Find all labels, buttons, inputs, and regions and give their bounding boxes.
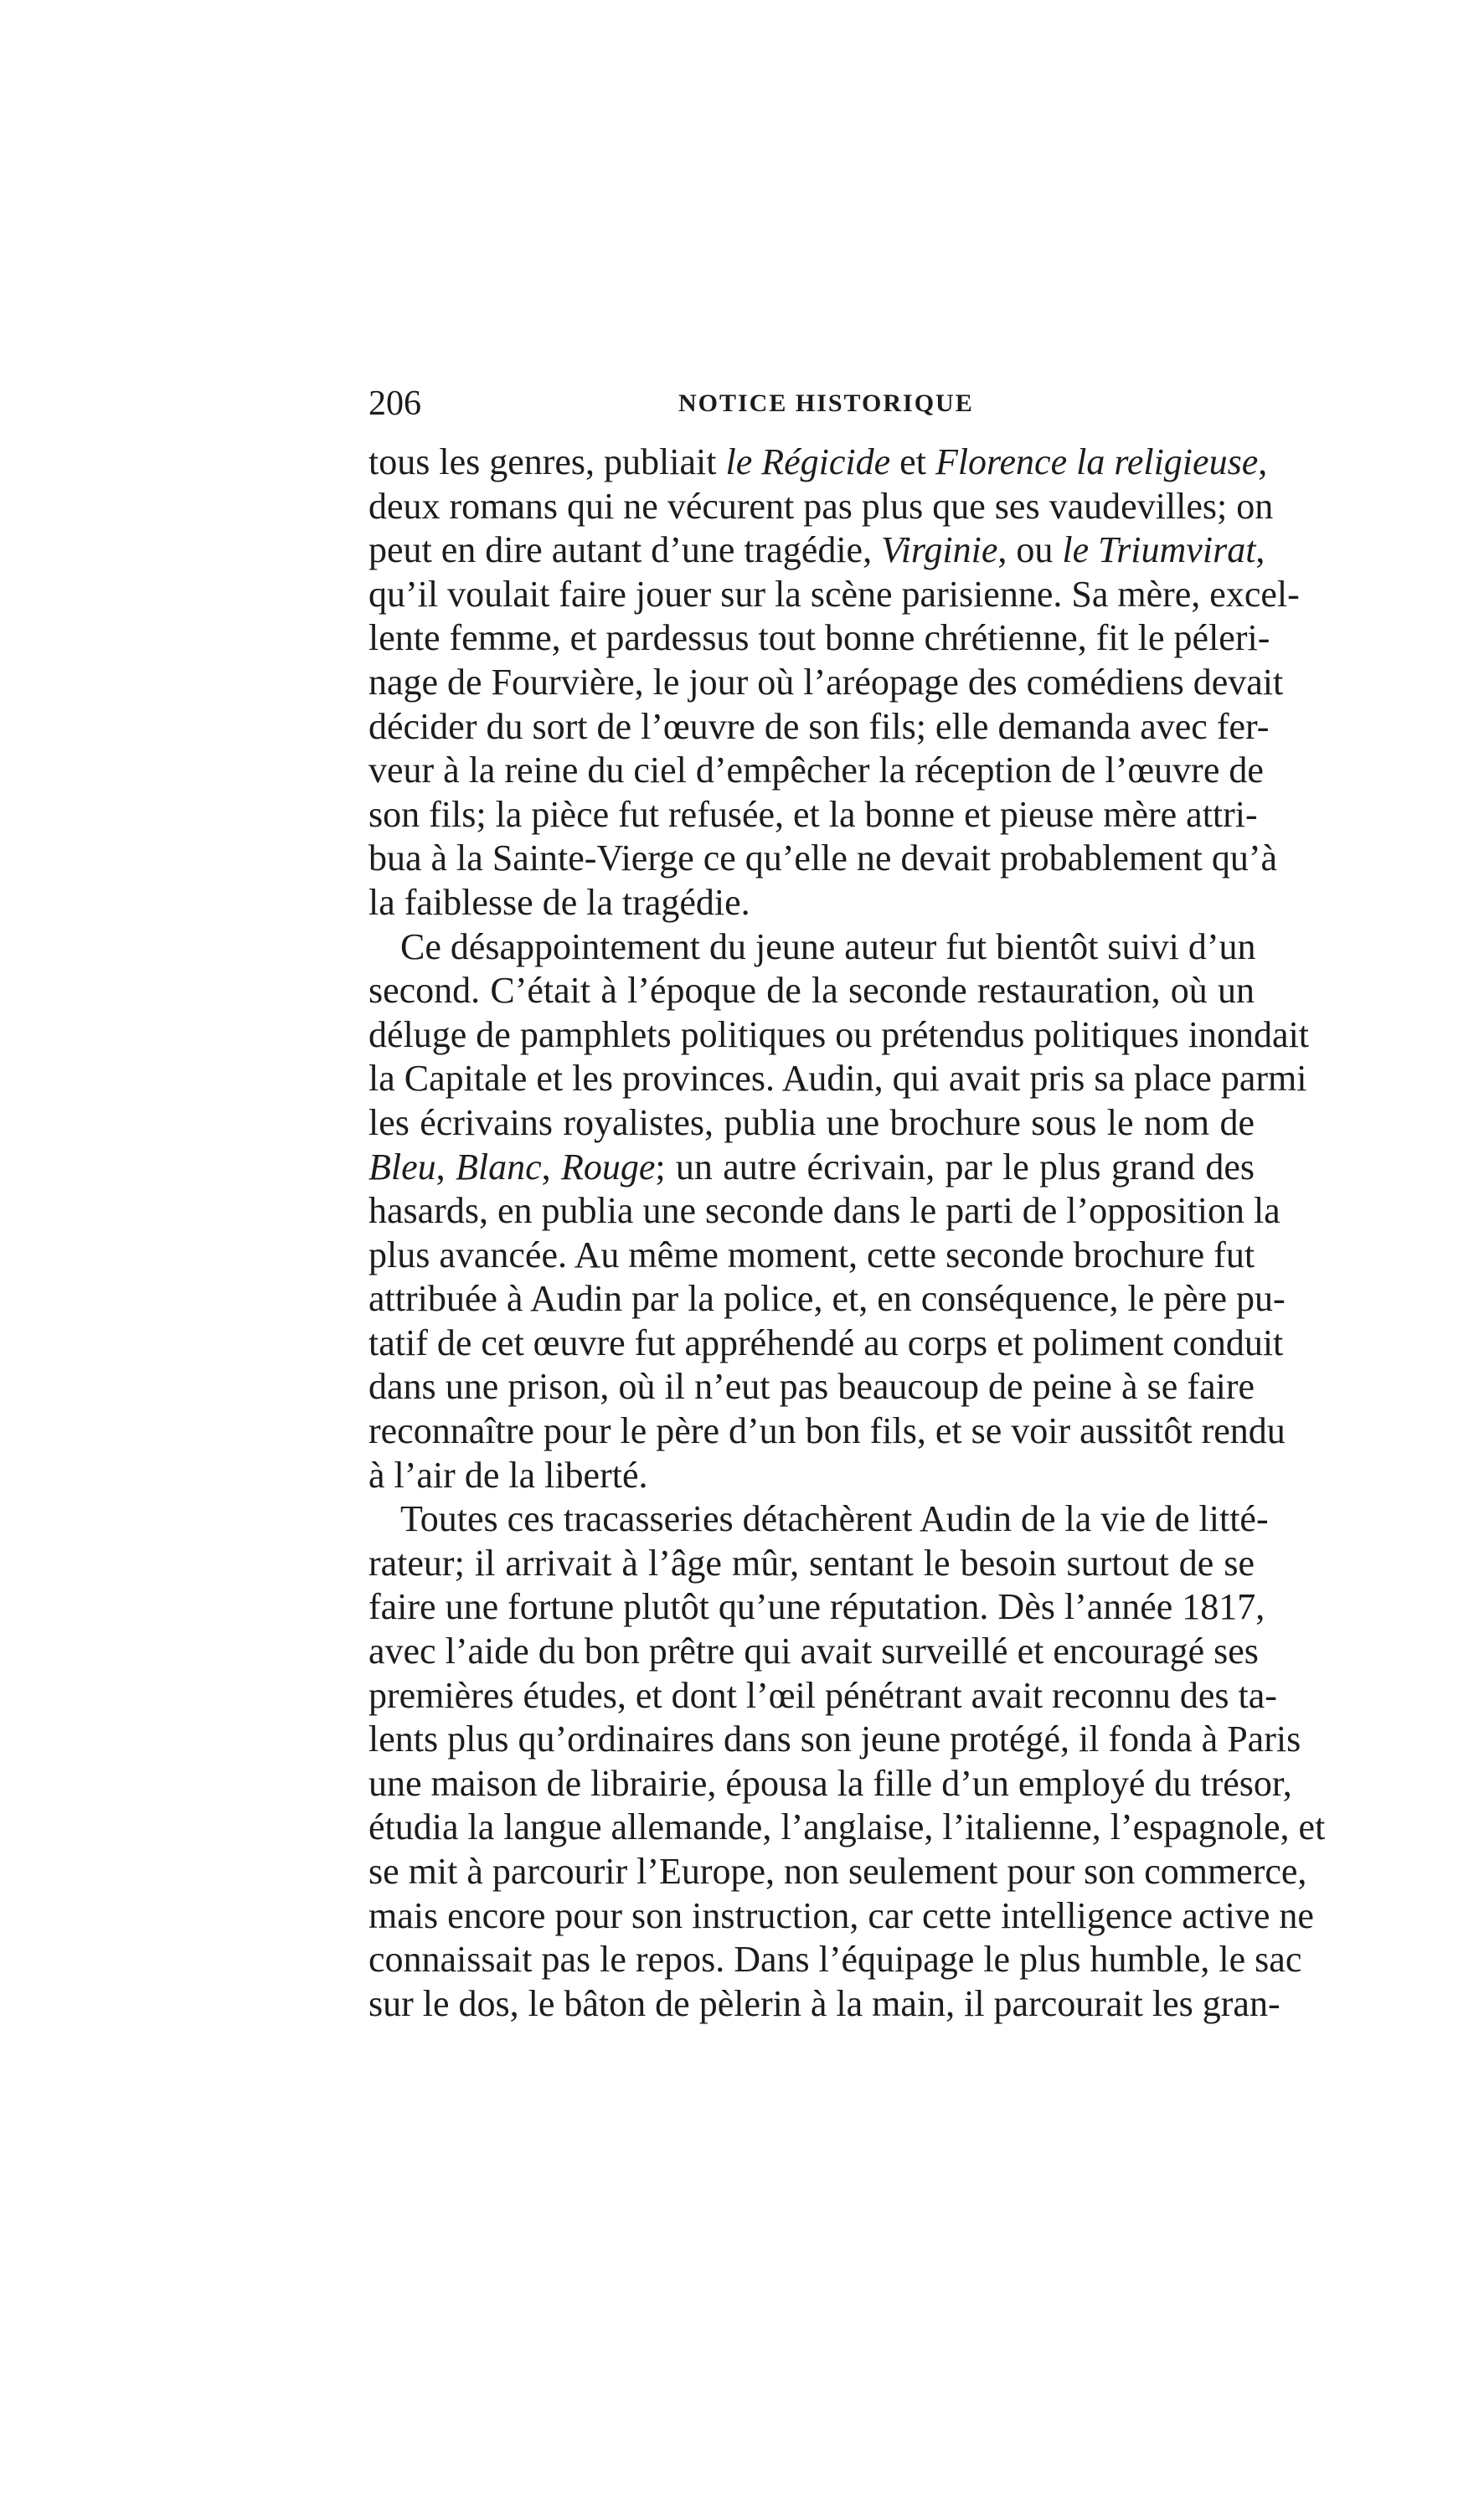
text-segment: lente femme, et pardessus tout bonne chrétienne, fit le péleri- <box>368 617 1270 659</box>
text-segment: , <box>435 1146 456 1188</box>
text-line <box>368 1365 1255 1409</box>
text-line <box>368 1850 1307 1894</box>
text-line <box>368 1234 1255 1278</box>
text-segment: , <box>1255 529 1265 571</box>
text-segment: faire une fortune plutôt qu’une réputation. Dès l’année 1817, <box>368 1586 1265 1628</box>
text-line <box>368 1938 1302 1982</box>
text-line <box>368 1189 1280 1234</box>
text-line <box>368 881 1255 925</box>
text-segment: mais encore pour son instruction, car cette intelligence active ne <box>368 1894 1314 1936</box>
text-line <box>368 1013 1310 1058</box>
text-segment: à l’air de la liberté. <box>368 1454 648 1496</box>
text-segment: Toutes ces tracasseries détachèrent Audin de la vie de litté- <box>400 1498 1269 1540</box>
text-line <box>368 1497 1269 1542</box>
text-segment: la faiblesse de la tragédie. <box>368 881 750 923</box>
italic-title: Florence la religieuse <box>935 441 1259 482</box>
text-segment: , ou <box>997 529 1063 571</box>
text-line <box>368 1409 1286 1454</box>
text-segment: veur à la reine du ciel d’empêcher la réception de l’œuvre de <box>368 750 1264 791</box>
text-segment: dans une prison, où il n’eut pas beaucoup de peine à se faire <box>368 1366 1255 1408</box>
text-segment: nage de Fourvière, le jour où l’aréopage des comédiens devait <box>368 661 1284 703</box>
text-line <box>368 573 1300 617</box>
text-line <box>368 1454 1255 1498</box>
text-segment: sur le dos, le bâton de pèlerin à la main, il parcourait les gran- <box>368 1982 1280 2024</box>
text-segment: les écrivains royalistes, publia une brochure sous le nom de <box>368 1101 1255 1143</box>
text-line <box>368 1762 1292 1806</box>
text-segment: premières études, et dont l’œil pénétrant avait reconnu des ta- <box>368 1674 1277 1716</box>
text-line <box>368 1894 1314 1939</box>
text-line <box>368 1674 1277 1718</box>
text-segment: attribuée à Audin par la police, et, en conséquence, le père pu- <box>368 1278 1286 1320</box>
text-segment: hasards, en publia une seconde dans le parti de l’opposition la <box>368 1190 1280 1232</box>
text-line <box>368 1585 1265 1630</box>
italic-title: Blanc <box>455 1146 542 1188</box>
text-line <box>368 441 1268 485</box>
running-title: NOTICE HISTORIQUE <box>678 389 974 417</box>
text-segment: rateur; il arrivait à l’âge mûr, sentant le besoin surtout de se <box>368 1542 1255 1584</box>
text-segment: tous les genres, publiait <box>368 441 726 482</box>
text-segment: plus avancée. Au même moment, cette seconde brochure fut <box>368 1234 1255 1275</box>
text-line <box>368 1806 1326 1850</box>
text-segment: une maison de librairie, épousa la fille d’un employé du trésor, <box>368 1762 1292 1804</box>
text-line <box>368 485 1274 529</box>
text-segment: ; un autre écrivain, par le plus grand des <box>655 1146 1255 1188</box>
text-segment: peut en dire autant d’une tragédie, <box>368 529 882 571</box>
text-line <box>368 1542 1255 1586</box>
text-segment: lents plus qu’ordinaires dans son jeune protégé, il fonda à Paris <box>368 1718 1301 1760</box>
text-line <box>368 1630 1259 1674</box>
text-line <box>368 749 1264 793</box>
text-segment: , <box>1258 441 1268 482</box>
text-line <box>368 969 1255 1013</box>
text-line <box>368 1322 1284 1366</box>
text-segment: deux romans qui ne vécurent pas plus que ses vaudevilles; on <box>368 485 1274 527</box>
text-segment: décider du sort de l’œuvre de son fils; elle demanda avec fer- <box>368 705 1270 747</box>
text-segment: reconnaître pour le père d’un bon fils, et se voir aussitôt rendu <box>368 1410 1286 1452</box>
text-line <box>368 925 1255 970</box>
text-line <box>368 1101 1255 1146</box>
text-line <box>368 1982 1280 2027</box>
text-segment: déluge de pamphlets politiques ou prétendus politiques inondait <box>368 1013 1310 1055</box>
text-segment: la Capitale et les provinces. Audin, qui avait pris sa place parmi <box>368 1058 1307 1100</box>
text-segment: , <box>541 1146 561 1188</box>
text-line <box>368 837 1278 881</box>
text-segment: bua à la Sainte-Vierge ce qu’elle ne devait probablement qu’à <box>368 837 1278 879</box>
text-line <box>368 1146 1255 1190</box>
text-segment: second. C’était à l’époque de la seconde restauration, où un <box>368 970 1255 1012</box>
text-line <box>368 705 1270 750</box>
text-line <box>368 1057 1307 1101</box>
text-segment: connaissait pas le repos. Dans l’équipage le plus humble, le sac <box>368 1939 1302 1981</box>
text-segment: Ce désappointement du jeune auteur fut bientôt suivi d’un <box>400 925 1256 967</box>
text-segment: qu’il voulait faire jouer sur la scène parisienne. Sa mère, excel- <box>368 573 1300 615</box>
italic-title: le Triumvirat <box>1062 529 1256 571</box>
text-line <box>368 1277 1286 1322</box>
italic-title: Rouge <box>560 1146 656 1188</box>
page-header <box>368 379 1265 429</box>
text-segment: étudia la langue allemande, l’anglaise, l’italienne, l’espagnole, et <box>368 1806 1326 1848</box>
text-line <box>368 616 1270 661</box>
text-line <box>368 1718 1301 1762</box>
italic-title: Virginie <box>881 529 998 571</box>
italic-title: Bleu <box>368 1146 436 1188</box>
text-line <box>368 528 1265 573</box>
text-segment: avec l’aide du bon prêtre qui avait surveillé et encouragé ses <box>368 1631 1259 1672</box>
text-segment: tatif de cet œuvre fut appréhendé au corps et poliment conduit <box>368 1322 1284 1363</box>
page-number: 206 <box>368 384 421 423</box>
text-segment: se mit à parcourir l’Europe, non seulement pour son commerce, <box>368 1851 1307 1892</box>
body-text <box>368 441 1326 2026</box>
text-line <box>368 661 1284 705</box>
text-segment: son fils; la pièce fut refusée, et la bonne et pieuse mère attri- <box>368 793 1258 835</box>
text-segment: et <box>890 441 935 482</box>
text-line <box>368 793 1258 837</box>
italic-title: le Régicide <box>725 441 891 482</box>
